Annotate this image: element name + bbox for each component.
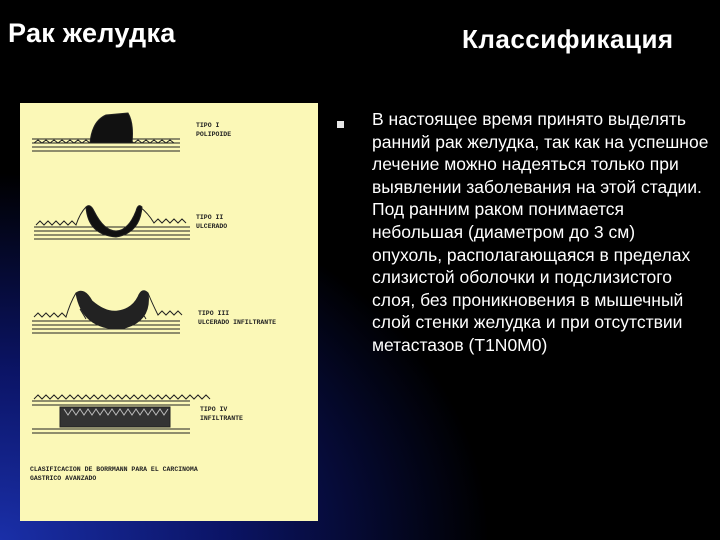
type3-label: TIPO III ULCERADO INFILTRANTE bbox=[198, 310, 277, 326]
type2-label: TIPO II ULCERADO bbox=[196, 214, 228, 230]
slide-title: Классификация bbox=[462, 24, 674, 54]
figure-caption: CLASIFICACION DE BORRMANN PARA EL CARCINOMA GASTRICO AVANZADO bbox=[30, 466, 198, 482]
type4-drawing bbox=[32, 395, 210, 433]
type4-label: TIPO IV INFILTRANTE bbox=[200, 406, 243, 422]
type1-drawing bbox=[32, 113, 180, 151]
bullet-marker bbox=[337, 121, 344, 128]
header-title: Рак желудка bbox=[8, 18, 176, 48]
borrmann-classification-figure bbox=[20, 103, 318, 521]
bullet-text: В настоящее время принято выделять ранний рак желудка, так как на успешное лечение можно надеяться только при выявлении заболевания на этой стадии. Под ранним раком понимается небольшая (диаметром до 3 см) опухоль, располагающаяся в пределах слизистой оболочки и подслизистого слоя, без проникновения в мышечный слой стенки желудка и при отсутствии метастазов (T1N0M0) bbox=[372, 109, 709, 355]
type3-drawing bbox=[32, 291, 182, 333]
type1-label: TIPO I POLIPOIDE bbox=[196, 122, 232, 138]
type2-drawing bbox=[34, 206, 190, 239]
